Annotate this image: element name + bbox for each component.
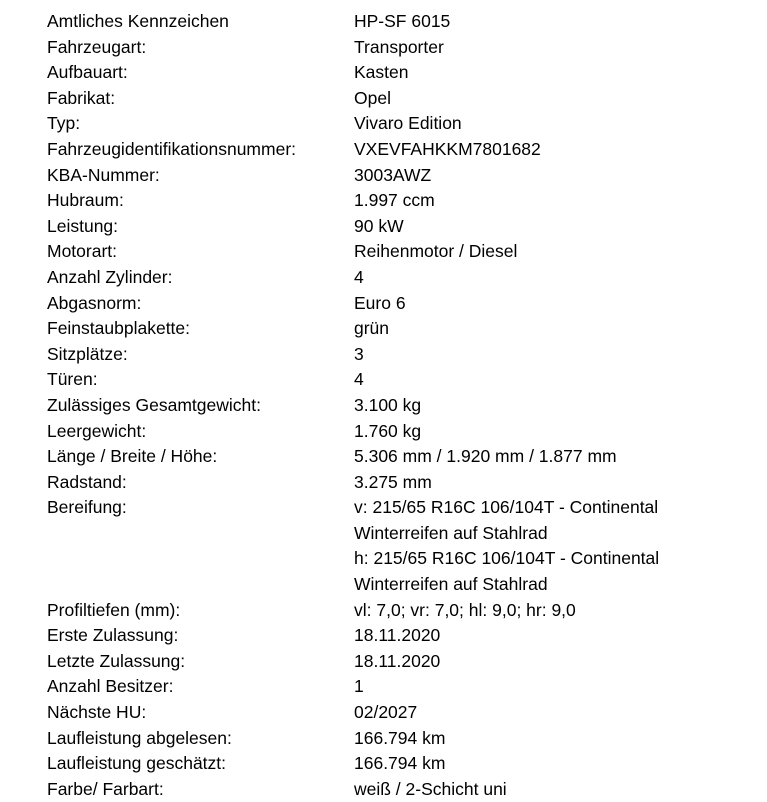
detail-label: Aufbauart: <box>47 62 128 83</box>
detail-label: Typ: <box>47 113 81 134</box>
detail-row <box>0 777 767 802</box>
detail-label: Amtliches Kennzeichen <box>47 11 229 31</box>
detail-value-line: 5.306 mm / 1.920 mm / 1.877 mm <box>354 446 617 467</box>
detail-row <box>0 265 767 291</box>
detail-value-line: Euro 6 <box>354 292 406 313</box>
detail-row <box>0 367 767 393</box>
detail-value-line: Kasten <box>354 62 409 83</box>
detail-label: Abgasnorm: <box>47 292 142 313</box>
detail-row <box>0 700 767 726</box>
detail-value-line: 3.275 mm <box>354 471 432 492</box>
detail-value-line: VXEVFAHKKM7801682 <box>354 138 541 159</box>
detail-label: Hubraum: <box>47 190 124 211</box>
detail-value <box>354 598 767 624</box>
detail-row <box>0 495 767 597</box>
detail-value <box>354 419 767 445</box>
detail-value <box>354 239 767 265</box>
detail-value-line: vl: 7,0; vr: 7,0; hl: 9,0; hr: 9,0 <box>354 599 576 620</box>
detail-value <box>354 188 767 214</box>
detail-label: Nächste HU: <box>47 702 147 723</box>
detail-value-line: HP-SF 6015 <box>354 11 451 31</box>
detail-value <box>354 700 767 726</box>
detail-label: Erste Zulassung: <box>47 625 179 646</box>
detail-value <box>354 674 767 700</box>
detail-label: Zulässiges Gesamtgewicht: <box>47 394 261 415</box>
detail-row <box>0 623 767 649</box>
detail-value <box>354 35 767 61</box>
detail-value <box>354 777 767 802</box>
detail-value-line: 1.760 kg <box>354 420 422 441</box>
detail-row <box>0 726 767 752</box>
detail-row <box>0 342 767 368</box>
detail-label: Fahrzeugart: <box>47 36 147 57</box>
detail-value <box>354 265 767 291</box>
detail-value-line: Opel <box>354 87 391 108</box>
detail-value-line: Transporter <box>354 36 444 57</box>
detail-label: Farbe/ Farbart: <box>47 778 164 799</box>
detail-row <box>0 598 767 624</box>
detail-value <box>354 86 767 112</box>
detail-value-line: 1 <box>354 676 364 697</box>
detail-row <box>0 470 767 496</box>
detail-value <box>354 444 767 470</box>
detail-value <box>354 9 767 35</box>
detail-value-line: 18.11.2020 <box>354 625 441 646</box>
detail-row <box>0 137 767 163</box>
detail-row <box>0 163 767 189</box>
detail-value-line: Vivaro Edition <box>354 113 462 134</box>
detail-value <box>354 367 767 393</box>
detail-label: Bereifung: <box>47 497 127 518</box>
detail-row <box>0 649 767 675</box>
detail-value <box>354 111 767 137</box>
detail-value <box>354 342 767 368</box>
detail-value <box>354 291 767 317</box>
detail-value-line: 3.100 kg <box>354 394 422 415</box>
detail-label: Profiltiefen (mm): <box>47 599 181 620</box>
detail-label: Feinstaubplakette: <box>47 318 191 339</box>
detail-row <box>0 111 767 137</box>
detail-value-line: 18.11.2020 <box>354 650 441 671</box>
detail-value-line: Reihenmotor / Diesel <box>354 241 518 262</box>
detail-value <box>354 470 767 496</box>
detail-label: Motorart: <box>47 241 118 262</box>
detail-value-line: 3 <box>354 343 364 364</box>
detail-value-line: 3003AWZ <box>354 164 432 185</box>
detail-row <box>0 239 767 265</box>
detail-label: Leergewicht: <box>47 420 147 441</box>
detail-label: KBA-Nummer: <box>47 164 160 185</box>
detail-row <box>0 444 767 470</box>
detail-value-line: Winterreifen auf Stahlrad <box>354 522 548 543</box>
detail-row <box>0 674 767 700</box>
detail-value <box>354 137 767 163</box>
detail-row <box>0 35 767 61</box>
detail-label: Anzahl Zylinder: <box>47 266 173 287</box>
detail-value-line: weiß / 2-Schicht uni <box>354 778 507 799</box>
detail-row <box>0 291 767 317</box>
detail-label: Fahrzeugidentifikationsnummer: <box>47 138 297 159</box>
detail-value <box>354 649 767 675</box>
detail-label: Leistung: <box>47 215 119 236</box>
detail-row <box>0 419 767 445</box>
detail-value <box>354 60 767 86</box>
detail-row <box>0 393 767 419</box>
detail-row <box>0 86 767 112</box>
detail-row <box>0 214 767 240</box>
detail-label: Sitzplätze: <box>47 343 128 364</box>
detail-row <box>0 751 767 777</box>
detail-row <box>0 188 767 214</box>
detail-value-line: Winterreifen auf Stahlrad <box>354 574 548 595</box>
detail-value-line: grün <box>354 318 390 339</box>
detail-label: Fabrikat: <box>47 87 116 108</box>
detail-value-line: 4 <box>354 369 364 390</box>
detail-value-line: 166.794 km <box>354 753 446 774</box>
detail-value-line: 166.794 km <box>354 727 446 748</box>
detail-value <box>354 751 767 777</box>
detail-value-line: v: 215/65 R16C 106/104T - Continental <box>354 497 659 518</box>
detail-row <box>0 316 767 342</box>
detail-value-line: 90 kW <box>354 215 404 236</box>
detail-value-line: 1.997 ccm <box>354 190 435 211</box>
detail-label: Länge / Breite / Höhe: <box>47 446 218 467</box>
detail-label: Laufleistung geschätzt: <box>47 753 227 774</box>
detail-value <box>354 214 767 240</box>
vehicle-details-table <box>0 9 767 802</box>
detail-value-line: h: 215/65 R16C 106/104T - Continental <box>354 548 660 569</box>
detail-row <box>0 9 767 35</box>
detail-label: Laufleistung abgelesen: <box>47 727 232 748</box>
detail-label: Letzte Zulassung: <box>47 650 186 671</box>
detail-value <box>354 393 767 419</box>
detail-label: Anzahl Besitzer: <box>47 676 174 697</box>
detail-value <box>354 163 767 189</box>
detail-value <box>354 623 767 649</box>
detail-value <box>354 316 767 342</box>
detail-value <box>354 495 767 597</box>
detail-value <box>354 726 767 752</box>
detail-label: Türen: <box>47 369 98 390</box>
detail-value-line: 4 <box>354 266 364 287</box>
detail-row <box>0 60 767 86</box>
detail-label: Radstand: <box>47 471 127 492</box>
detail-value-line: 02/2027 <box>354 702 418 723</box>
